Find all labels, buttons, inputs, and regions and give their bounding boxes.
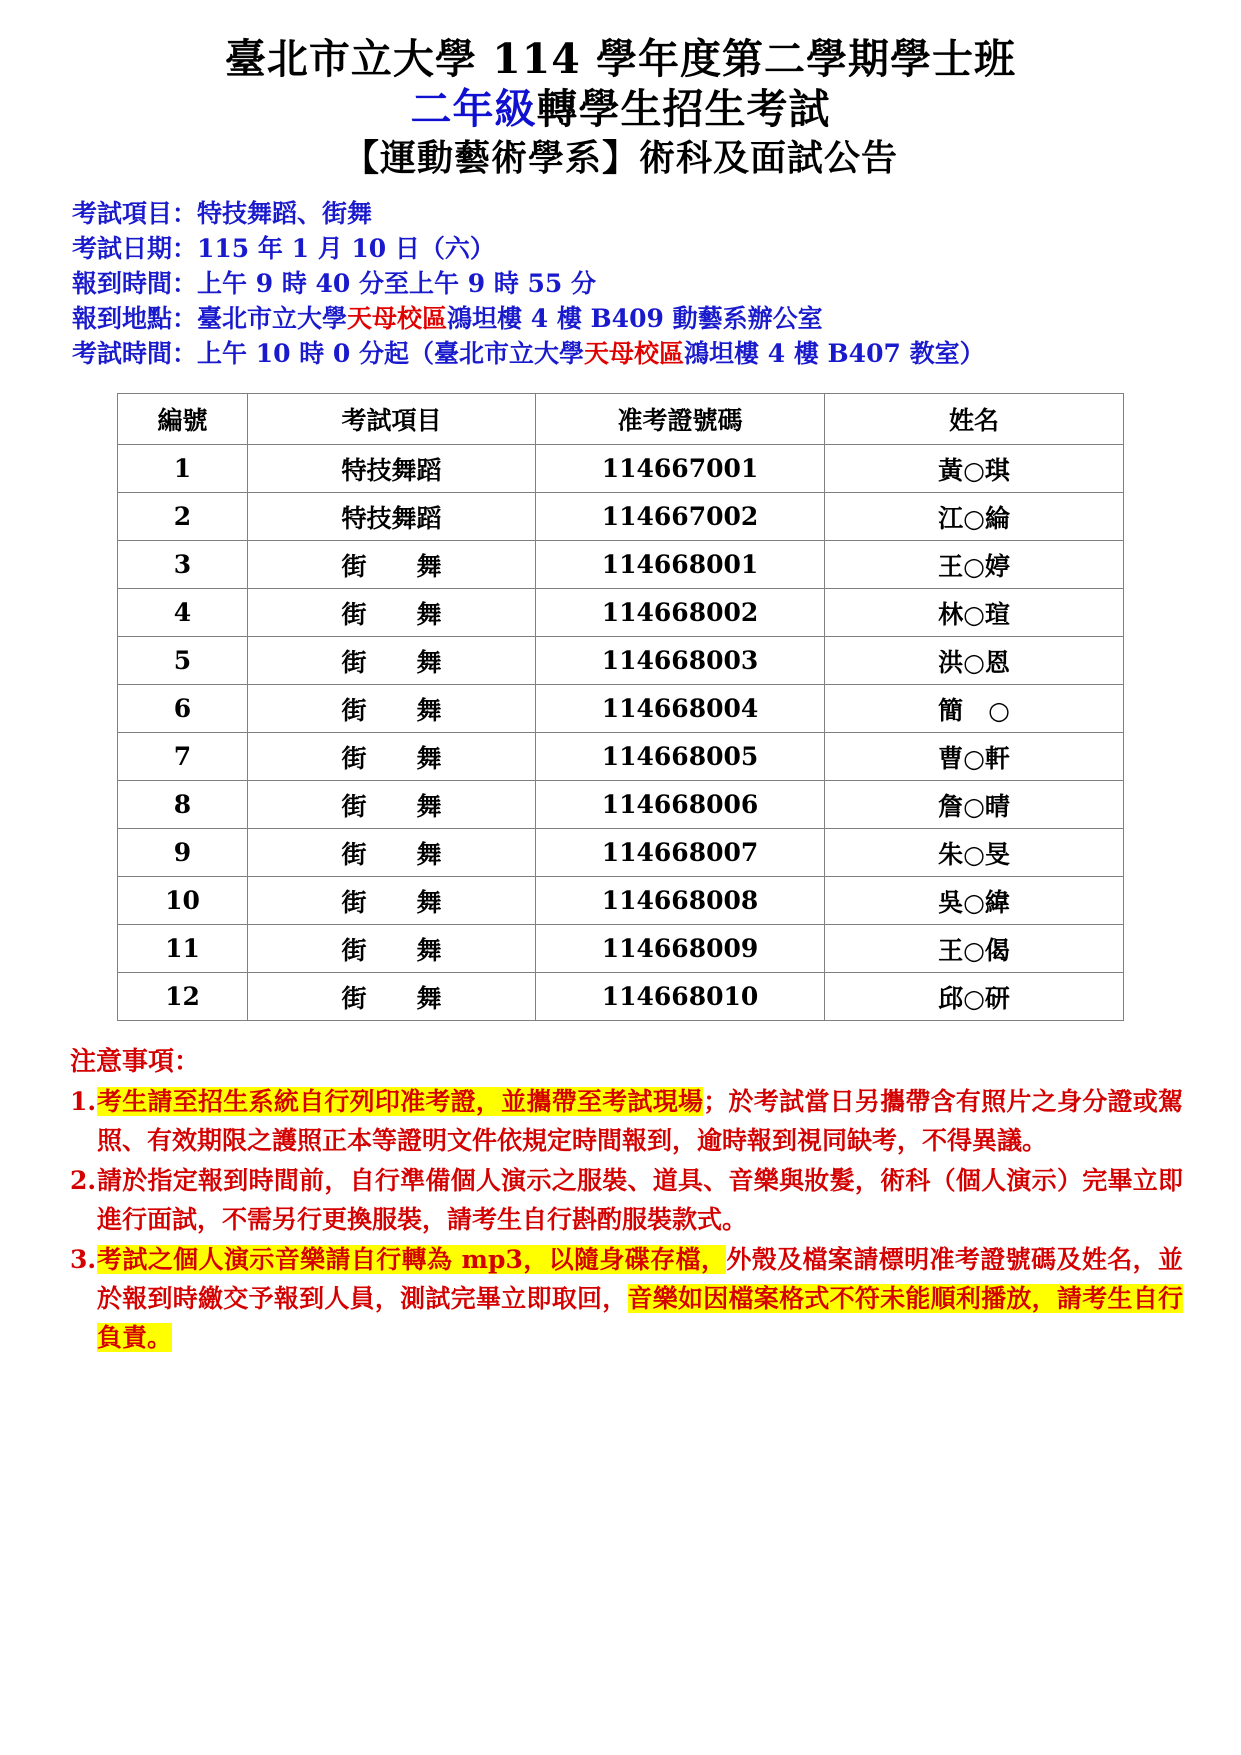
cell-no: 2 <box>118 493 248 541</box>
info-label-checkin-place: 報到地點： <box>72 304 198 333</box>
info-line-checkin-place <box>72 301 1241 336</box>
cell-id: 114668002 <box>536 589 825 637</box>
cell-id: 114667002 <box>536 493 825 541</box>
note-index-3: 3. <box>70 1245 97 1274</box>
col-header-name: 姓名 <box>825 394 1124 445</box>
cell-id: 114668003 <box>536 637 825 685</box>
table-row <box>118 781 1124 829</box>
cell-no: 7 <box>118 733 248 781</box>
cell-name: 邱○研 <box>825 973 1124 1021</box>
info-value-checkin-place-post: 鴻坦樓 4 樓 B409 動藝系辦公室 <box>447 304 823 333</box>
cell-no: 10 <box>118 877 248 925</box>
table-row <box>118 685 1124 733</box>
cell-name: 曹○軒 <box>825 733 1124 781</box>
info-campus-checkin: 天母校區 <box>347 304 448 333</box>
note-3-highlight-lead: 考試之個人演示音樂請自行轉為 mp3，以隨身碟存檔， <box>97 1245 727 1274</box>
info-value-date: 115 年 1 月 10 日（六） <box>197 234 495 263</box>
cell-item: 街 舞 <box>248 589 536 637</box>
title-line-1: 臺北市立大學 114 學年度第二學期學士班 <box>224 35 1017 83</box>
note-1-rest: ；於考試當日另攜帶含有照片之身分證或駕照、有效期限之護照正本等證明文件依規定時間報到，逾時報到視同缺考，不得異議。 <box>97 1087 1183 1155</box>
cell-item: 街 舞 <box>248 925 536 973</box>
note-item-2 <box>70 1161 1183 1239</box>
cell-no: 5 <box>118 637 248 685</box>
cell-no: 6 <box>118 685 248 733</box>
cell-no: 4 <box>118 589 248 637</box>
info-value-subject: 特技舞蹈、街舞 <box>197 199 373 228</box>
cell-name: 林○瑄 <box>825 589 1124 637</box>
cell-name: 黃○琪 <box>825 445 1124 493</box>
note-item-1 <box>70 1082 1183 1160</box>
note-index-2: 2. <box>70 1166 97 1195</box>
table-header <box>118 394 1124 445</box>
cell-name: 洪○恩 <box>825 637 1124 685</box>
notes-title: 注意事項： <box>70 1047 201 1077</box>
info-label-subject: 考試項目： <box>72 199 198 228</box>
title-grade-highlight: 二年級 <box>410 85 537 133</box>
table-row <box>118 541 1124 589</box>
cell-name: 詹○晴 <box>825 781 1124 829</box>
candidate-table-wrap <box>0 393 1241 1021</box>
table-row <box>118 589 1124 637</box>
info-value-checkin-time: 上午 9 時 40 分至上午 9 時 55 分 <box>197 269 597 298</box>
cell-item: 街 舞 <box>248 877 536 925</box>
info-line-exam-time <box>72 336 1241 371</box>
cell-name: 簡 ○ <box>825 685 1124 733</box>
col-header-item: 考試項目 <box>248 394 536 445</box>
col-header-no: 編號 <box>118 394 248 445</box>
cell-name: 吳○緯 <box>825 877 1124 925</box>
cell-item: 街 舞 <box>248 829 536 877</box>
cell-item: 特技舞蹈 <box>248 445 536 493</box>
cell-id: 114668009 <box>536 925 825 973</box>
cell-id: 114668007 <box>536 829 825 877</box>
note-item-3 <box>70 1240 1183 1357</box>
cell-name: 王○偈 <box>825 925 1124 973</box>
cell-no: 11 <box>118 925 248 973</box>
note-body-2 <box>97 1161 1183 1239</box>
note-3-highlight-tail: 音樂如因檔案格式不符未能順利播放，請考生自行負責。 <box>97 1284 1183 1352</box>
cell-no: 8 <box>118 781 248 829</box>
info-line-subject <box>72 196 1241 231</box>
table-row <box>118 445 1124 493</box>
note-1-highlight: 考生請至招生系統自行列印准考證，並攜帶至考試現場 <box>97 1087 704 1116</box>
info-campus-exam: 天母校區 <box>584 339 685 368</box>
info-label-exam-time: 考試時間： <box>72 339 198 368</box>
cell-item: 街 舞 <box>248 733 536 781</box>
info-value-exam-time-pre: 上午 10 時 0 分起（臺北市立大學 <box>197 339 585 368</box>
cell-name: 朱○旻 <box>825 829 1124 877</box>
info-line-date <box>72 231 1241 266</box>
table-row <box>118 877 1124 925</box>
note-2-rest: 請於指定報到時間前，自行準備個人演示之服裝、道具、音樂與妝髮，術科（個人演示）完畢立即進行面試，不需另行更換服裝，請考生自行斟酌服裝款式。 <box>97 1166 1183 1234</box>
cell-id: 114668008 <box>536 877 825 925</box>
cell-item: 特技舞蹈 <box>248 493 536 541</box>
info-label-checkin-time: 報到時間： <box>72 269 198 298</box>
cell-no: 9 <box>118 829 248 877</box>
table-header-row <box>118 394 1124 445</box>
note-body-1 <box>97 1082 1183 1160</box>
note-3-rest: 外殼及檔案請標明准考證號碼及姓名，並於報到時繳交予報到人員，測試完畢立即取回， <box>97 1245 1183 1313</box>
cell-item: 街 舞 <box>248 541 536 589</box>
title-line-2-rest: 轉學生招生考試 <box>536 85 831 133</box>
table-row <box>118 829 1124 877</box>
cell-id: 114668005 <box>536 733 825 781</box>
cell-id: 114668006 <box>536 781 825 829</box>
col-header-id: 准考證號碼 <box>536 394 825 445</box>
title-line-2 <box>0 84 1241 134</box>
table-body <box>118 445 1124 1021</box>
table-row <box>118 925 1124 973</box>
title-line-3: 【運動藝術學系】術科及面試公告 <box>342 137 898 179</box>
cell-item: 街 舞 <box>248 781 536 829</box>
table-row <box>118 733 1124 781</box>
cell-item: 街 舞 <box>248 973 536 1021</box>
cell-id: 114668010 <box>536 973 825 1021</box>
cell-name: 王○婷 <box>825 541 1124 589</box>
cell-no: 1 <box>118 445 248 493</box>
document-title-block <box>0 0 1241 182</box>
cell-id: 114667001 <box>536 445 825 493</box>
table-row <box>118 637 1124 685</box>
cell-item: 街 舞 <box>248 637 536 685</box>
candidate-roster-table <box>117 393 1124 1021</box>
table-row <box>118 493 1124 541</box>
info-value-exam-time-post: 鴻坦樓 4 樓 B407 教室） <box>684 339 985 368</box>
cell-no: 12 <box>118 973 248 1021</box>
note-index-1: 1. <box>70 1087 97 1116</box>
note-body-3 <box>97 1240 1183 1357</box>
cell-id: 114668004 <box>536 685 825 733</box>
info-value-checkin-place-pre: 臺北市立大學 <box>197 304 348 333</box>
exam-info-block <box>0 196 1241 371</box>
cell-name: 江○綸 <box>825 493 1124 541</box>
info-line-checkin-time <box>72 266 1241 301</box>
notes-section <box>0 1043 1241 1357</box>
table-row <box>118 973 1124 1021</box>
cell-no: 3 <box>118 541 248 589</box>
info-label-date: 考試日期： <box>72 234 198 263</box>
cell-id: 114668001 <box>536 541 825 589</box>
cell-item: 街 舞 <box>248 685 536 733</box>
